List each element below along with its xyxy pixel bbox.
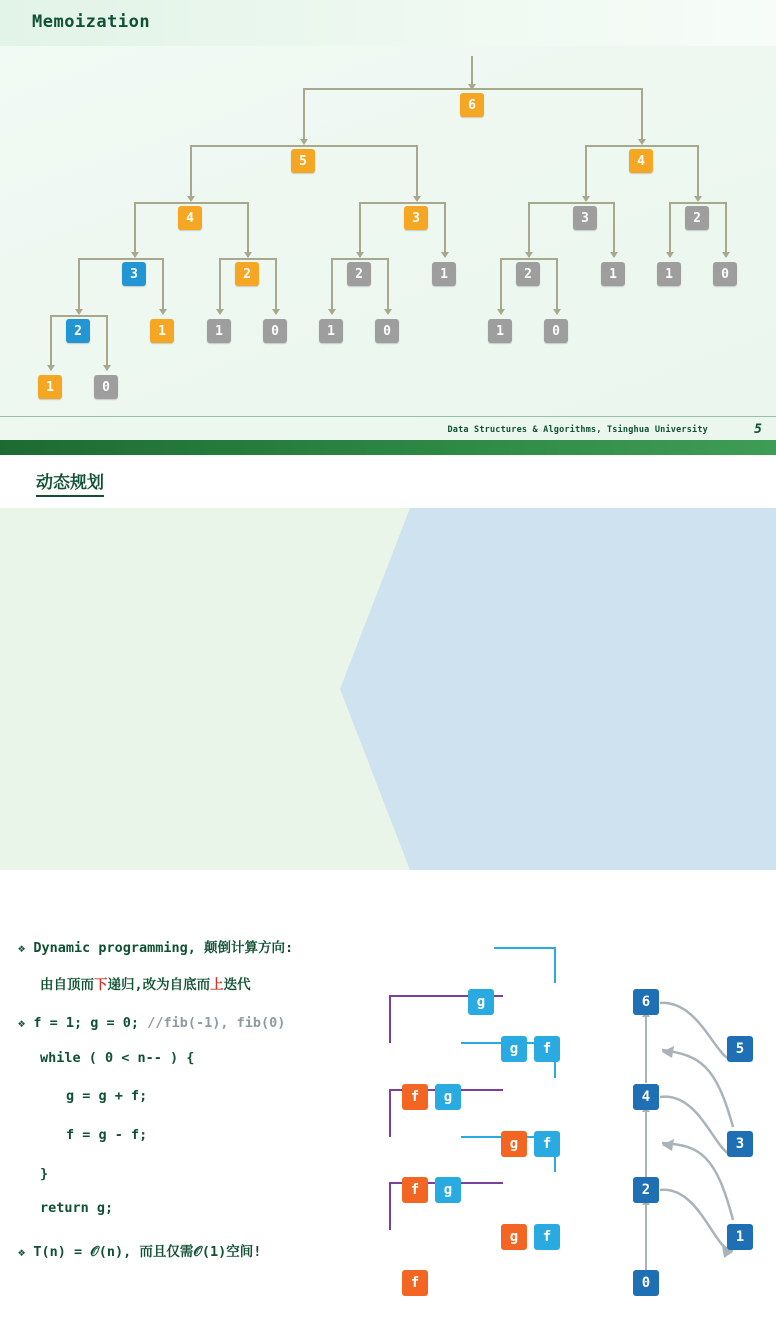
- tree-node: 2: [235, 262, 259, 286]
- tree-node: 1: [432, 262, 456, 286]
- tree-node: 1: [319, 319, 343, 343]
- edge-v-2o-1: [219, 258, 221, 313]
- edge-v-2b-1: [50, 315, 52, 370]
- bullet-marker-icon: ❖: [18, 1245, 26, 1259]
- edge-h-2g2: [500, 258, 556, 260]
- ladder-arrow: [645, 1203, 647, 1271]
- arrow-3b-1: [159, 309, 167, 315]
- arrow-2o-0: [272, 309, 280, 315]
- fg-box: f: [534, 1036, 560, 1062]
- edge-v-3m-1: [444, 202, 446, 257]
- arrow-2g2-1: [497, 309, 505, 315]
- tree-node: 1: [601, 262, 625, 286]
- fg-box: f: [402, 1084, 428, 1110]
- code-line-5: return g;: [40, 1200, 114, 1216]
- edge-v-3m-2: [359, 202, 361, 257]
- bullet-1-line2: [40, 973, 251, 993]
- fg-connector: [389, 1089, 391, 1137]
- bullet-2-comment: //fib(-1), fib(0): [147, 1015, 286, 1031]
- bullet-1-line2-red2: 上: [210, 977, 224, 993]
- tree-node: 5: [291, 149, 315, 173]
- edge-h-2g1: [331, 258, 387, 260]
- bullet-2-code: f = 1; g = 0;: [33, 1015, 140, 1031]
- code-line-4: }: [40, 1166, 49, 1182]
- arrow-2b-1: [47, 365, 55, 371]
- bullet-1-text: Dynamic programming, 颠倒计算方向:: [33, 940, 294, 956]
- tree-node: 1: [488, 319, 512, 343]
- edge-v-5-4: [190, 145, 192, 200]
- ladder-node: 5: [727, 1036, 753, 1062]
- ladder-arrow: [645, 1110, 647, 1178]
- edge-v-2o-0: [275, 258, 277, 313]
- arrow-2o-1: [216, 309, 224, 315]
- code-line-1: while ( 0 < n-- ) {: [40, 1050, 195, 1066]
- edge-v-3b-1: [162, 258, 164, 313]
- arrow-2g1-0: [384, 309, 392, 315]
- edge-v-2rr-1: [669, 202, 671, 257]
- edge-v-2b-0: [106, 315, 108, 370]
- fg-box: g: [435, 1177, 461, 1203]
- arrow-2g1-1: [328, 309, 336, 315]
- edge-h-4l: [134, 202, 247, 204]
- bullet-2: [18, 1015, 285, 1031]
- edge-v-4l-3: [134, 202, 136, 257]
- bullet-marker-icon: ❖: [18, 1016, 26, 1030]
- fg-connector: [494, 947, 556, 949]
- bullet-marker-icon: ❖: [18, 941, 26, 955]
- tree-node: 2: [347, 262, 371, 286]
- tree-node: 1: [150, 319, 174, 343]
- fg-box: f: [534, 1224, 560, 1250]
- arrow-2rr-1: [666, 252, 674, 258]
- slide-memoization: [0, 0, 776, 455]
- footer-divider: [0, 416, 776, 417]
- edge-h-2b: [50, 315, 106, 317]
- bullet-1-line2-mid: 递归,改为自底而: [107, 977, 211, 993]
- tree-node: 2: [66, 319, 90, 343]
- edge-h-4r: [585, 145, 697, 147]
- page-number: 5: [754, 422, 762, 437]
- tree-node: 1: [207, 319, 231, 343]
- footer-text: Data Structures & Algorithms, Tsinghua University: [447, 425, 708, 435]
- tree-node: 0: [94, 375, 118, 399]
- arrow-3r-1: [610, 252, 618, 258]
- tree-node: 4: [629, 149, 653, 173]
- edge-v-2g1-0: [387, 258, 389, 313]
- edge-v-2rr-0: [725, 202, 727, 257]
- edge-h-3b: [78, 258, 162, 260]
- edge-v-3r-1: [613, 202, 615, 257]
- edge-h-5: [190, 145, 416, 147]
- slide-dynamic-programming: [0, 455, 776, 1291]
- ladder-node: 2: [633, 1177, 659, 1203]
- edge-h-6: [303, 88, 643, 90]
- tree-node: 0: [263, 319, 287, 343]
- slide2-header: [0, 455, 776, 508]
- arrow-3m-1: [441, 252, 449, 258]
- edge-h-2o: [219, 258, 275, 260]
- fg-box: f: [402, 1270, 428, 1296]
- edge-v-4r-2: [697, 145, 699, 200]
- arrow-2g2-0: [553, 309, 561, 315]
- edge-v-3r-2: [528, 202, 530, 257]
- tree-node: 4: [178, 206, 202, 230]
- edge-h-3r: [528, 202, 613, 204]
- ladder-node: 1: [727, 1224, 753, 1250]
- bullet-1-line2-red1: 下: [94, 977, 108, 993]
- fg-box: g: [501, 1224, 527, 1250]
- fg-box: f: [402, 1177, 428, 1203]
- tree-node: 2: [685, 206, 709, 230]
- fg-box: g: [468, 989, 494, 1015]
- fg-box: f: [534, 1131, 560, 1157]
- edge-v-4r-3: [585, 145, 587, 200]
- fg-connector: [554, 947, 556, 983]
- fg-connector: [389, 1182, 391, 1230]
- tree-node: 0: [544, 319, 568, 343]
- ladder-node: 0: [633, 1270, 659, 1296]
- ladder-node: 3: [727, 1131, 753, 1157]
- edge-v-2g1-1: [331, 258, 333, 313]
- tree-node: 1: [657, 262, 681, 286]
- edge-v-6-5: [303, 88, 305, 143]
- ladder-node: 6: [633, 989, 659, 1015]
- fg-box: g: [501, 1036, 527, 1062]
- ladder-node: 4: [633, 1084, 659, 1110]
- tree-node: 6: [460, 93, 484, 117]
- edge-v-5-3: [416, 145, 418, 200]
- arrow-2b-0: [103, 365, 111, 371]
- edge-v-4l-2: [247, 202, 249, 257]
- bullet-3-text: T(n) = 𝒪(n), 而且仅需𝒪(1)空间!: [33, 1244, 262, 1260]
- edge-v-2g2-0: [556, 258, 558, 313]
- tree-node: 1: [38, 375, 62, 399]
- slide2-title: 动态规划: [36, 468, 104, 497]
- edge-v-3b-2: [78, 258, 80, 313]
- edge-h-2rr: [669, 202, 725, 204]
- bullet-1-line1: [18, 936, 293, 956]
- arrow-2rr-0: [722, 252, 730, 258]
- code-line-3: f = g - f;: [66, 1127, 148, 1143]
- fg-box: g: [435, 1084, 461, 1110]
- slide1-title: Memoization: [32, 12, 151, 32]
- tree-node: 3: [573, 206, 597, 230]
- bullet-1-line2-pre: 由自顶而: [40, 977, 94, 993]
- bullet-3: [18, 1240, 261, 1260]
- edge-h-3m: [359, 202, 444, 204]
- edge-v-6-4: [641, 88, 643, 143]
- bullet-1-line2-post: 迭代: [223, 977, 251, 993]
- tree-node: 2: [516, 262, 540, 286]
- fg-connector: [389, 995, 391, 1043]
- edge-v-2g2-1: [500, 258, 502, 313]
- tree-node: 0: [375, 319, 399, 343]
- slide1-bottom-bar: [0, 440, 776, 455]
- code-line-2: g = g + f;: [66, 1088, 148, 1104]
- tree-node: 3: [404, 206, 428, 230]
- tree-node: 3: [122, 262, 146, 286]
- tree-node: 0: [713, 262, 737, 286]
- fg-box: g: [501, 1131, 527, 1157]
- slide2-right-panel: [340, 508, 776, 870]
- ladder-arrow: [645, 1015, 647, 1083]
